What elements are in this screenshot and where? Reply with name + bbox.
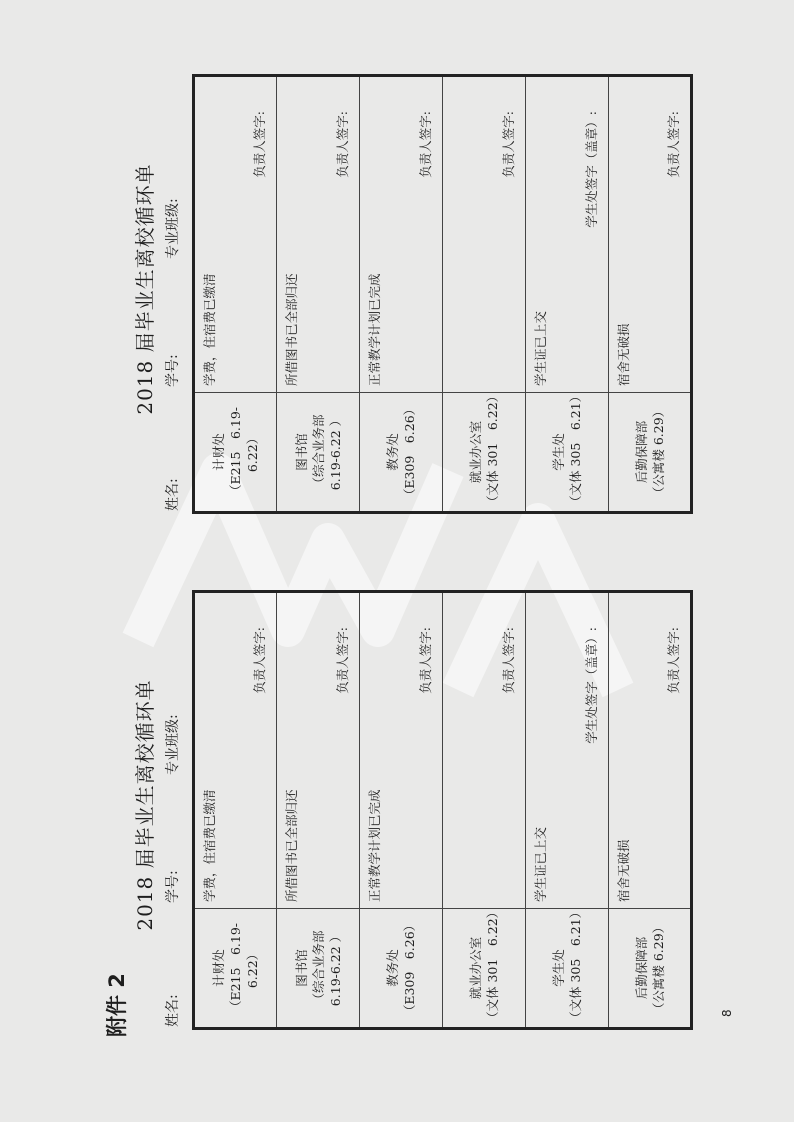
signature-label: 负责人签字:: [252, 627, 267, 694]
requirement-cell: [360, 76, 443, 393]
clearance-table: [192, 590, 693, 1030]
annex-label: 附件 2: [105, 973, 129, 1037]
dept-cell: [443, 905, 526, 1029]
table-row: [277, 76, 360, 513]
dept-detail: （公寓楼 6.29）: [650, 920, 666, 1016]
dept-cell: [277, 393, 360, 513]
student-id-field-label: 学号:: [165, 354, 181, 387]
name-field-label: 姓名:: [165, 994, 181, 1027]
dept-detail: （综合业务部: [310, 930, 326, 1006]
dept-detail: （E309 6.26）: [402, 918, 417, 1018]
form-title: 2018 届毕业生离校循环单: [133, 679, 157, 931]
requirement-cell: [277, 76, 360, 393]
dept-cell: [194, 909, 277, 1029]
table-row: [194, 76, 277, 513]
student-id-field-label: 学号:: [165, 870, 181, 903]
table-row: [526, 76, 609, 513]
table-row: [277, 592, 360, 1029]
dept-detail: （公寓楼 6.29）: [650, 404, 666, 500]
page-number: 8: [720, 1009, 734, 1017]
major-class-field-label: 专业班级:: [165, 714, 181, 775]
name-field-label: 姓名:: [165, 478, 181, 511]
table-row: [360, 76, 443, 513]
signature-label: 负责人签字:: [501, 111, 516, 178]
signature-label: 负责人签字:: [666, 111, 681, 178]
major-class-field-label: 专业班级:: [165, 198, 181, 259]
dept-name: 后勤保障部: [633, 936, 649, 1000]
form-fields: [160, 59, 186, 519]
signature-label: 负责人签字:: [418, 627, 433, 694]
signature-label: 学生处签字（盖章）:: [584, 111, 599, 228]
dept-name: 计财处: [211, 949, 226, 987]
requirement-cell: [360, 592, 443, 909]
signature-label: 负责人签字:: [501, 627, 516, 694]
dept-detail: 6.19-6.22 ）: [327, 413, 343, 491]
signature-label: 负责人签字:: [335, 627, 350, 694]
dept-cell: [443, 389, 526, 513]
dept-detail: （文体 305 6.21）: [568, 389, 583, 508]
clearance-table: [192, 74, 693, 514]
dept-name: 图书馆: [293, 433, 309, 471]
requirement-text: 学费，住宿费已缴清: [202, 789, 217, 902]
form-title: 2018 届毕业生离校循环单: [133, 163, 157, 415]
dept-name: 计财处: [211, 433, 226, 471]
requirement-text: 所借图书已全部归还: [284, 789, 299, 902]
dept-detail: （E215 6.19-6.22）: [228, 922, 260, 1014]
signature-label: 负责人签字:: [666, 627, 681, 694]
dept-cell: [194, 393, 277, 513]
table-row: [609, 76, 692, 513]
signature-label: 负责人签字:: [252, 111, 267, 178]
table-row: [443, 76, 526, 513]
dept-detail: （文体 305 6.21）: [568, 905, 583, 1024]
dept-cell: [609, 909, 692, 1029]
requirement-text: 宿舍无破损: [616, 323, 631, 386]
table-row: [609, 592, 692, 1029]
dept-name: 图书馆: [293, 949, 309, 987]
dept-name: 后勤保障部: [633, 420, 649, 484]
signature-label: 负责人签字:: [335, 111, 350, 178]
clearance-form-right: [130, 59, 693, 519]
requirement-cell: [443, 592, 526, 909]
requirement-cell: [526, 592, 609, 909]
requirement-cell: [526, 76, 609, 393]
dept-cell: [526, 389, 609, 513]
requirement-cell: [609, 592, 692, 909]
dept-name: 教务处: [385, 433, 400, 471]
requirement-text: 学生证已上交: [533, 310, 548, 386]
form-fields: [160, 575, 186, 1035]
dept-cell: [360, 909, 443, 1029]
dept-name: 学生处: [551, 949, 566, 987]
requirement-cell: [443, 76, 526, 393]
requirement-text: 正常教学计划已完成: [367, 789, 382, 902]
requirement-text: 正常教学计划已完成: [367, 273, 382, 386]
table-row: [194, 592, 277, 1029]
dept-name: 就业办公室: [468, 936, 483, 1000]
dept-detail: （E309 6.26）: [402, 402, 417, 502]
dept-detail: （文体 301 6.22）: [485, 389, 500, 508]
requirement-cell: [194, 76, 277, 393]
dept-detail: 6.19-6.22 ）: [327, 929, 343, 1007]
requirement-cell: [609, 76, 692, 393]
requirement-cell: [277, 592, 360, 909]
dept-detail: （E215 6.19-6.22）: [228, 406, 260, 498]
requirement-text: 学生证已上交: [533, 826, 548, 902]
requirement-text: 学费，住宿费已缴清: [202, 273, 217, 386]
requirement-text: 宿舍无破损: [616, 839, 631, 902]
dept-detail: （综合业务部: [310, 414, 326, 490]
dept-name: 学生处: [551, 433, 566, 471]
table-row: [443, 592, 526, 1029]
dept-cell: [609, 393, 692, 513]
signature-label: 负责人签字:: [418, 111, 433, 178]
signature-label: 学生处签字（盖章）:: [584, 627, 599, 744]
table-row: [526, 592, 609, 1029]
table-row: [360, 592, 443, 1029]
requirement-text: 所借图书已全部归还: [284, 273, 299, 386]
dept-name: 教务处: [385, 949, 400, 987]
dept-cell: [277, 909, 360, 1029]
requirement-cell: [194, 592, 277, 909]
clearance-form-left: [130, 575, 693, 1035]
dept-detail: （文体 301 6.22）: [485, 905, 500, 1024]
dept-cell: [360, 393, 443, 513]
dept-name: 就业办公室: [468, 420, 483, 484]
dept-cell: [526, 905, 609, 1029]
